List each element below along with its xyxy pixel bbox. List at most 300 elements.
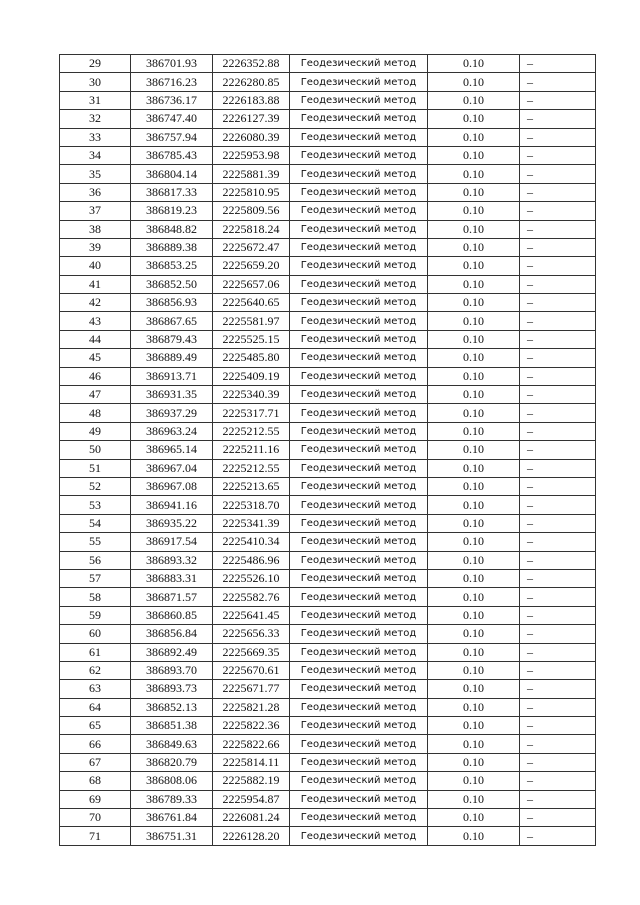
y-coordinate-cell: 2225882.19: [213, 772, 290, 790]
point-number-cell: 63: [60, 680, 131, 698]
table-row: [60, 625, 596, 643]
x-coordinate-cell: 386853.25: [131, 257, 213, 275]
accuracy-cell: 0.10: [428, 735, 520, 753]
description-cell: –: [520, 680, 596, 698]
table-row: [60, 294, 596, 312]
x-coordinate-cell: 386931.35: [131, 386, 213, 404]
accuracy-cell: 0.10: [428, 422, 520, 440]
table-row: [60, 183, 596, 201]
table-row: [60, 257, 596, 275]
y-coordinate-cell: 2225659.20: [213, 257, 290, 275]
method-cell: Геодезический метод: [290, 477, 428, 495]
accuracy-cell: 0.10: [428, 257, 520, 275]
description-cell: –: [520, 73, 596, 91]
point-number-cell: 31: [60, 91, 131, 109]
description-cell: –: [520, 496, 596, 514]
accuracy-cell: 0.10: [428, 496, 520, 514]
y-coordinate-cell: 2225213.65: [213, 477, 290, 495]
accuracy-cell: 0.10: [428, 459, 520, 477]
description-cell: –: [520, 110, 596, 128]
y-coordinate-cell: 2226352.88: [213, 55, 290, 73]
x-coordinate-cell: 386716.23: [131, 73, 213, 91]
x-coordinate-cell: 386967.08: [131, 477, 213, 495]
table-row: [60, 514, 596, 532]
y-coordinate-cell: 2226127.39: [213, 110, 290, 128]
table-row: [60, 772, 596, 790]
accuracy-cell: 0.10: [428, 330, 520, 348]
accuracy-cell: 0.10: [428, 55, 520, 73]
accuracy-cell: 0.10: [428, 110, 520, 128]
x-coordinate-cell: 386856.84: [131, 625, 213, 643]
point-number-cell: 40: [60, 257, 131, 275]
description-cell: –: [520, 661, 596, 679]
description-cell: –: [520, 312, 596, 330]
y-coordinate-cell: 2225656.33: [213, 625, 290, 643]
y-coordinate-cell: 2225814.11: [213, 753, 290, 771]
method-cell: Геодезический метод: [290, 441, 428, 459]
method-cell: Геодезический метод: [290, 349, 428, 367]
method-cell: Геодезический метод: [290, 367, 428, 385]
point-number-cell: 62: [60, 661, 131, 679]
description-cell: –: [520, 275, 596, 293]
table-row: [60, 220, 596, 238]
y-coordinate-cell: 2226280.85: [213, 73, 290, 91]
description-cell: –: [520, 533, 596, 551]
coordinates-table: [59, 54, 596, 846]
method-cell: Геодезический метод: [290, 165, 428, 183]
table-row: [60, 110, 596, 128]
y-coordinate-cell: 2226128.20: [213, 827, 290, 845]
point-number-cell: 70: [60, 809, 131, 827]
method-cell: Геодезический метод: [290, 717, 428, 735]
description-cell: –: [520, 165, 596, 183]
x-coordinate-cell: 386701.93: [131, 55, 213, 73]
method-cell: Геодезический метод: [290, 569, 428, 587]
point-number-cell: 69: [60, 790, 131, 808]
table-row: [60, 588, 596, 606]
accuracy-cell: 0.10: [428, 551, 520, 569]
point-number-cell: 64: [60, 698, 131, 716]
x-coordinate-cell: 386867.65: [131, 312, 213, 330]
description-cell: –: [520, 294, 596, 312]
y-coordinate-cell: 2225211.16: [213, 441, 290, 459]
x-coordinate-cell: 386965.14: [131, 441, 213, 459]
accuracy-cell: 0.10: [428, 275, 520, 293]
y-coordinate-cell: 2225672.47: [213, 238, 290, 256]
description-cell: –: [520, 588, 596, 606]
method-cell: Геодезический метод: [290, 110, 428, 128]
description-cell: –: [520, 91, 596, 109]
x-coordinate-cell: 386817.33: [131, 183, 213, 201]
accuracy-cell: 0.10: [428, 91, 520, 109]
description-cell: –: [520, 625, 596, 643]
point-number-cell: 68: [60, 772, 131, 790]
description-cell: –: [520, 128, 596, 146]
description-cell: –: [520, 827, 596, 845]
table-row: [60, 349, 596, 367]
y-coordinate-cell: 2225317.71: [213, 404, 290, 422]
accuracy-cell: 0.10: [428, 220, 520, 238]
x-coordinate-cell: 386889.38: [131, 238, 213, 256]
table-row: [60, 441, 596, 459]
accuracy-cell: 0.10: [428, 386, 520, 404]
table-row: [60, 551, 596, 569]
y-coordinate-cell: 2225822.66: [213, 735, 290, 753]
x-coordinate-cell: 386856.93: [131, 294, 213, 312]
description-cell: –: [520, 643, 596, 661]
point-number-cell: 35: [60, 165, 131, 183]
method-cell: Геодезический метод: [290, 459, 428, 477]
description-cell: –: [520, 146, 596, 164]
coordinates-table-body: [60, 55, 596, 846]
description-cell: –: [520, 753, 596, 771]
y-coordinate-cell: 2225582.76: [213, 588, 290, 606]
table-row: [60, 790, 596, 808]
description-cell: –: [520, 698, 596, 716]
method-cell: Геодезический метод: [290, 73, 428, 91]
point-number-cell: 67: [60, 753, 131, 771]
method-cell: Геодезический метод: [290, 514, 428, 532]
point-number-cell: 55: [60, 533, 131, 551]
method-cell: Геодезический метод: [290, 698, 428, 716]
y-coordinate-cell: 2225409.19: [213, 367, 290, 385]
x-coordinate-cell: 386820.79: [131, 753, 213, 771]
y-coordinate-cell: 2225657.06: [213, 275, 290, 293]
table-row: [60, 422, 596, 440]
method-cell: Геодезический метод: [290, 625, 428, 643]
description-cell: –: [520, 606, 596, 624]
table-row: [60, 73, 596, 91]
x-coordinate-cell: 386747.40: [131, 110, 213, 128]
accuracy-cell: 0.10: [428, 441, 520, 459]
description-cell: –: [520, 441, 596, 459]
x-coordinate-cell: 386871.57: [131, 588, 213, 606]
x-coordinate-cell: 386789.33: [131, 790, 213, 808]
table-row: [60, 404, 596, 422]
method-cell: Геодезический метод: [290, 294, 428, 312]
method-cell: Геодезический метод: [290, 275, 428, 293]
method-cell: Геодезический метод: [290, 827, 428, 845]
point-number-cell: 57: [60, 569, 131, 587]
method-cell: Геодезический метод: [290, 55, 428, 73]
method-cell: Геодезический метод: [290, 680, 428, 698]
method-cell: Геодезический метод: [290, 128, 428, 146]
y-coordinate-cell: 2225671.77: [213, 680, 290, 698]
point-number-cell: 45: [60, 349, 131, 367]
description-cell: –: [520, 202, 596, 220]
method-cell: Геодезический метод: [290, 753, 428, 771]
x-coordinate-cell: 386883.31: [131, 569, 213, 587]
point-number-cell: 37: [60, 202, 131, 220]
accuracy-cell: 0.10: [428, 661, 520, 679]
point-number-cell: 29: [60, 55, 131, 73]
point-number-cell: 33: [60, 128, 131, 146]
y-coordinate-cell: 2225953.98: [213, 146, 290, 164]
point-number-cell: 32: [60, 110, 131, 128]
method-cell: Геодезический метод: [290, 772, 428, 790]
x-coordinate-cell: 386893.73: [131, 680, 213, 698]
y-coordinate-cell: 2225526.10: [213, 569, 290, 587]
point-number-cell: 65: [60, 717, 131, 735]
y-coordinate-cell: 2225954.87: [213, 790, 290, 808]
description-cell: –: [520, 330, 596, 348]
point-number-cell: 44: [60, 330, 131, 348]
method-cell: Геодезический метод: [290, 790, 428, 808]
point-number-cell: 42: [60, 294, 131, 312]
point-number-cell: 71: [60, 827, 131, 845]
x-coordinate-cell: 386785.43: [131, 146, 213, 164]
point-number-cell: 58: [60, 588, 131, 606]
point-number-cell: 30: [60, 73, 131, 91]
table-row: [60, 477, 596, 495]
method-cell: Геодезический метод: [290, 91, 428, 109]
x-coordinate-cell: 386849.63: [131, 735, 213, 753]
table-row: [60, 330, 596, 348]
point-number-cell: 53: [60, 496, 131, 514]
accuracy-cell: 0.10: [428, 569, 520, 587]
x-coordinate-cell: 386937.29: [131, 404, 213, 422]
point-number-cell: 39: [60, 238, 131, 256]
table-row: [60, 735, 596, 753]
table-row: [60, 827, 596, 845]
method-cell: Геодезический метод: [290, 606, 428, 624]
description-cell: –: [520, 717, 596, 735]
y-coordinate-cell: 2226080.39: [213, 128, 290, 146]
x-coordinate-cell: 386852.50: [131, 275, 213, 293]
accuracy-cell: 0.10: [428, 753, 520, 771]
point-number-cell: 47: [60, 386, 131, 404]
table-row: [60, 91, 596, 109]
y-coordinate-cell: 2225340.39: [213, 386, 290, 404]
method-cell: Геодезический метод: [290, 238, 428, 256]
y-coordinate-cell: 2225881.39: [213, 165, 290, 183]
x-coordinate-cell: 386963.24: [131, 422, 213, 440]
y-coordinate-cell: 2225822.36: [213, 717, 290, 735]
description-cell: –: [520, 551, 596, 569]
point-number-cell: 46: [60, 367, 131, 385]
table-row: [60, 643, 596, 661]
table-row: [60, 275, 596, 293]
method-cell: Геодезический метод: [290, 257, 428, 275]
point-number-cell: 49: [60, 422, 131, 440]
x-coordinate-cell: 386736.17: [131, 91, 213, 109]
accuracy-cell: 0.10: [428, 514, 520, 532]
accuracy-cell: 0.10: [428, 294, 520, 312]
description-cell: –: [520, 809, 596, 827]
point-number-cell: 34: [60, 146, 131, 164]
accuracy-cell: 0.10: [428, 146, 520, 164]
x-coordinate-cell: 386757.94: [131, 128, 213, 146]
y-coordinate-cell: 2226081.24: [213, 809, 290, 827]
point-number-cell: 54: [60, 514, 131, 532]
point-number-cell: 60: [60, 625, 131, 643]
method-cell: Геодезический метод: [290, 588, 428, 606]
table-row: [60, 459, 596, 477]
method-cell: Геодезический метод: [290, 220, 428, 238]
table-row: [60, 496, 596, 514]
point-number-cell: 50: [60, 441, 131, 459]
y-coordinate-cell: 2225818.24: [213, 220, 290, 238]
accuracy-cell: 0.10: [428, 772, 520, 790]
point-number-cell: 43: [60, 312, 131, 330]
method-cell: Геодезический метод: [290, 202, 428, 220]
table-row: [60, 312, 596, 330]
description-cell: –: [520, 367, 596, 385]
table-row: [60, 386, 596, 404]
y-coordinate-cell: 2225212.55: [213, 422, 290, 440]
method-cell: Геодезический метод: [290, 643, 428, 661]
table-row: [60, 606, 596, 624]
x-coordinate-cell: 386819.23: [131, 202, 213, 220]
table-row: [60, 128, 596, 146]
method-cell: Геодезический метод: [290, 183, 428, 201]
x-coordinate-cell: 386941.16: [131, 496, 213, 514]
y-coordinate-cell: 2225212.55: [213, 459, 290, 477]
description-cell: –: [520, 386, 596, 404]
accuracy-cell: 0.10: [428, 238, 520, 256]
table-row: [60, 680, 596, 698]
accuracy-cell: 0.10: [428, 404, 520, 422]
method-cell: Геодезический метод: [290, 496, 428, 514]
accuracy-cell: 0.10: [428, 128, 520, 146]
y-coordinate-cell: 2225410.34: [213, 533, 290, 551]
method-cell: Геодезический метод: [290, 551, 428, 569]
table-row: [60, 146, 596, 164]
x-coordinate-cell: 386889.49: [131, 349, 213, 367]
x-coordinate-cell: 386851.38: [131, 717, 213, 735]
y-coordinate-cell: 2225821.28: [213, 698, 290, 716]
description-cell: –: [520, 735, 596, 753]
description-cell: –: [520, 422, 596, 440]
description-cell: –: [520, 55, 596, 73]
y-coordinate-cell: 2225485.80: [213, 349, 290, 367]
accuracy-cell: 0.10: [428, 73, 520, 91]
point-number-cell: 38: [60, 220, 131, 238]
y-coordinate-cell: 2225810.95: [213, 183, 290, 201]
x-coordinate-cell: 386913.71: [131, 367, 213, 385]
x-coordinate-cell: 386852.13: [131, 698, 213, 716]
method-cell: Геодезический метод: [290, 312, 428, 330]
description-cell: –: [520, 238, 596, 256]
y-coordinate-cell: 2225486.96: [213, 551, 290, 569]
point-number-cell: 52: [60, 477, 131, 495]
table-row: [60, 55, 596, 73]
accuracy-cell: 0.10: [428, 809, 520, 827]
table-row: [60, 753, 596, 771]
x-coordinate-cell: 386893.70: [131, 661, 213, 679]
accuracy-cell: 0.10: [428, 606, 520, 624]
accuracy-cell: 0.10: [428, 312, 520, 330]
y-coordinate-cell: 2225640.65: [213, 294, 290, 312]
y-coordinate-cell: 2225641.45: [213, 606, 290, 624]
method-cell: Геодезический метод: [290, 661, 428, 679]
x-coordinate-cell: 386893.32: [131, 551, 213, 569]
accuracy-cell: 0.10: [428, 790, 520, 808]
description-cell: –: [520, 257, 596, 275]
accuracy-cell: 0.10: [428, 717, 520, 735]
accuracy-cell: 0.10: [428, 643, 520, 661]
description-cell: –: [520, 220, 596, 238]
description-cell: –: [520, 772, 596, 790]
accuracy-cell: 0.10: [428, 625, 520, 643]
point-number-cell: 41: [60, 275, 131, 293]
table-row: [60, 569, 596, 587]
accuracy-cell: 0.10: [428, 477, 520, 495]
y-coordinate-cell: 2225525.15: [213, 330, 290, 348]
x-coordinate-cell: 386860.85: [131, 606, 213, 624]
x-coordinate-cell: 386808.06: [131, 772, 213, 790]
description-cell: –: [520, 183, 596, 201]
description-cell: –: [520, 349, 596, 367]
method-cell: Геодезический метод: [290, 330, 428, 348]
table-row: [60, 202, 596, 220]
y-coordinate-cell: 2225581.97: [213, 312, 290, 330]
accuracy-cell: 0.10: [428, 183, 520, 201]
y-coordinate-cell: 2225809.56: [213, 202, 290, 220]
table-row: [60, 238, 596, 256]
y-coordinate-cell: 2225318.70: [213, 496, 290, 514]
x-coordinate-cell: 386761.84: [131, 809, 213, 827]
accuracy-cell: 0.10: [428, 349, 520, 367]
method-cell: Геодезический метод: [290, 146, 428, 164]
y-coordinate-cell: 2225341.39: [213, 514, 290, 532]
x-coordinate-cell: 386917.54: [131, 533, 213, 551]
accuracy-cell: 0.10: [428, 827, 520, 845]
method-cell: Геодезический метод: [290, 422, 428, 440]
description-cell: –: [520, 459, 596, 477]
point-number-cell: 61: [60, 643, 131, 661]
description-cell: –: [520, 514, 596, 532]
accuracy-cell: 0.10: [428, 698, 520, 716]
method-cell: Геодезический метод: [290, 735, 428, 753]
description-cell: –: [520, 790, 596, 808]
description-cell: –: [520, 404, 596, 422]
x-coordinate-cell: 386935.22: [131, 514, 213, 532]
point-number-cell: 59: [60, 606, 131, 624]
table-row: [60, 533, 596, 551]
point-number-cell: 66: [60, 735, 131, 753]
method-cell: Геодезический метод: [290, 404, 428, 422]
x-coordinate-cell: 386879.43: [131, 330, 213, 348]
accuracy-cell: 0.10: [428, 202, 520, 220]
y-coordinate-cell: 2226183.88: [213, 91, 290, 109]
description-cell: –: [520, 569, 596, 587]
description-cell: –: [520, 477, 596, 495]
table-row: [60, 367, 596, 385]
table-row: [60, 661, 596, 679]
x-coordinate-cell: 386804.14: [131, 165, 213, 183]
y-coordinate-cell: 2225669.35: [213, 643, 290, 661]
x-coordinate-cell: 386967.04: [131, 459, 213, 477]
point-number-cell: 56: [60, 551, 131, 569]
table-row: [60, 698, 596, 716]
x-coordinate-cell: 386751.31: [131, 827, 213, 845]
table-row: [60, 717, 596, 735]
accuracy-cell: 0.10: [428, 367, 520, 385]
accuracy-cell: 0.10: [428, 165, 520, 183]
x-coordinate-cell: 386892.49: [131, 643, 213, 661]
point-number-cell: 48: [60, 404, 131, 422]
accuracy-cell: 0.10: [428, 533, 520, 551]
method-cell: Геодезический метод: [290, 386, 428, 404]
method-cell: Геодезический метод: [290, 809, 428, 827]
method-cell: Геодезический метод: [290, 533, 428, 551]
table-row: [60, 809, 596, 827]
y-coordinate-cell: 2225670.61: [213, 661, 290, 679]
table-row: [60, 165, 596, 183]
accuracy-cell: 0.10: [428, 680, 520, 698]
accuracy-cell: 0.10: [428, 588, 520, 606]
